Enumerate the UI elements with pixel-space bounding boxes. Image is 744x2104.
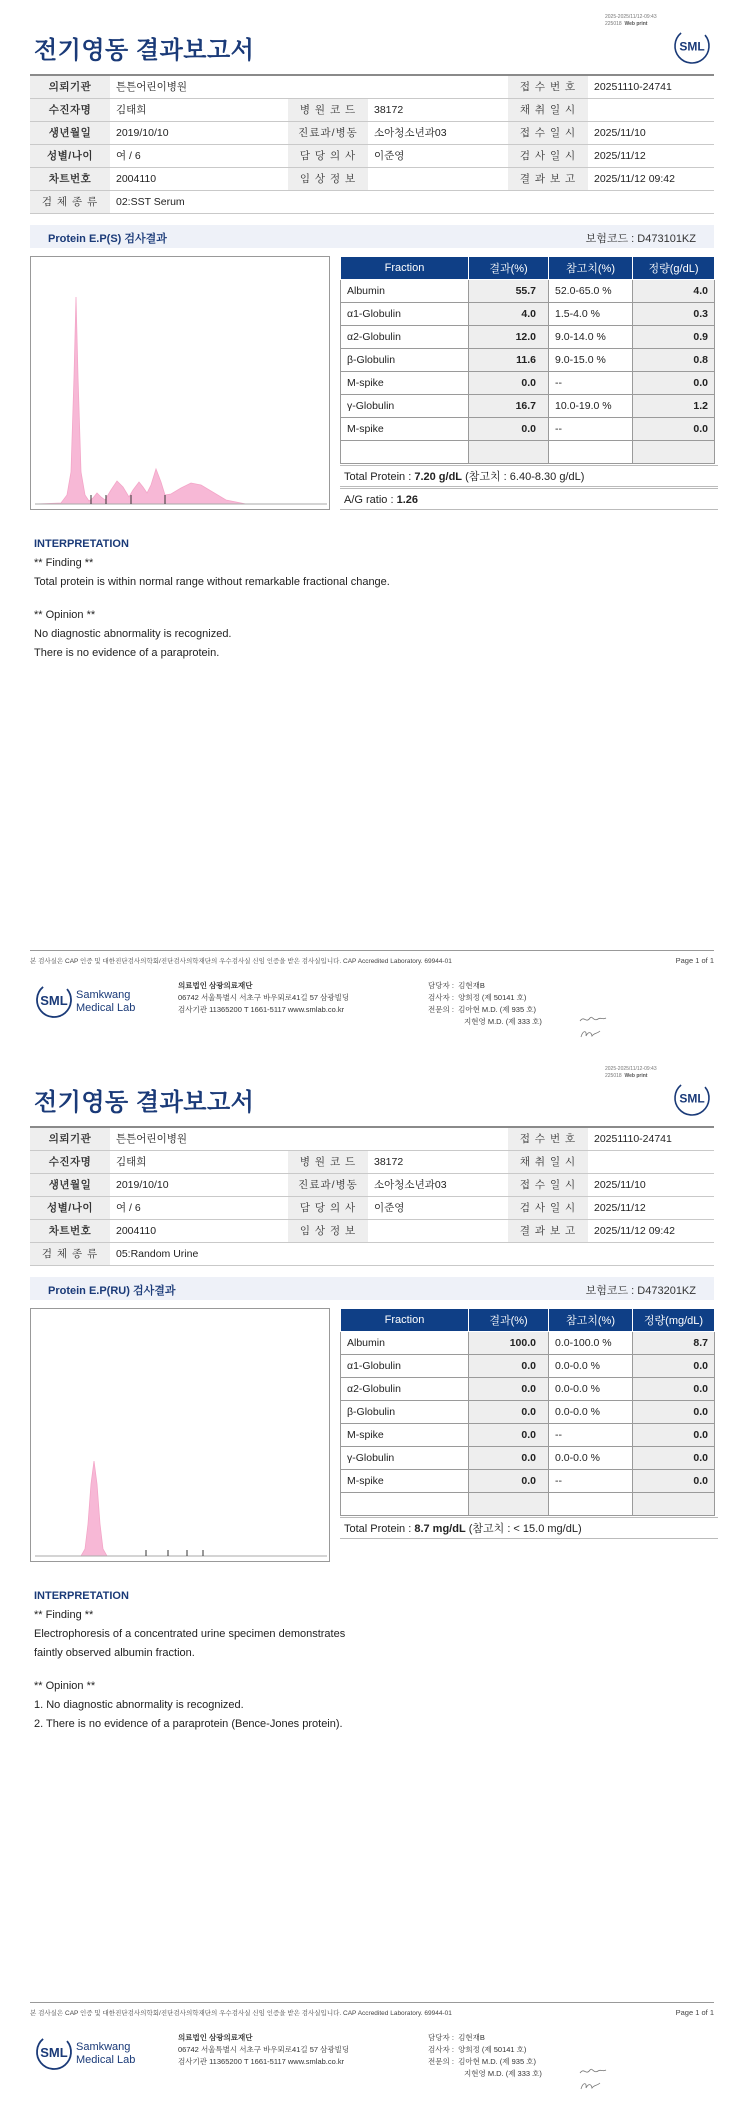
table-row: [341, 395, 715, 418]
signature-image: [578, 1027, 608, 1039]
result-col-header: 결과(%): [469, 1309, 549, 1332]
hospital-code-value: 38172: [368, 1150, 508, 1173]
fraction-result: 12.0: [469, 326, 549, 349]
info-row: [30, 1127, 714, 1150]
test-date-value: 2025/11/12: [588, 144, 714, 167]
collection-time-label: 채 취 일 시: [508, 1150, 588, 1173]
fraction-reference: 0.0-0.0 %: [549, 1378, 633, 1401]
electrophoresis-chart: [30, 256, 330, 510]
test-date-label: 검 사 일 시: [508, 1196, 588, 1219]
finding-heading: ** Finding **: [34, 557, 94, 569]
staff-row: [428, 1016, 542, 1028]
web-print-id: 225018: [605, 21, 622, 27]
specimen-type-label: 검 체 종 류: [30, 190, 110, 213]
staff-role: 담당자 :: [428, 2033, 454, 2042]
received-time-label: 접 수 일 시: [508, 121, 588, 144]
fraction-name: α2-Globulin: [341, 1378, 469, 1401]
section-title: Protein E.P(S) 검사결과: [48, 233, 167, 245]
fraction-result: 0.0: [469, 1470, 549, 1493]
sml-logo-icon: [672, 26, 712, 66]
insurance-code: 보험코드 : D473201KZ: [585, 1285, 696, 1297]
total-protein-value: 7.20 g/dL: [414, 471, 463, 483]
info-row: [30, 1150, 714, 1173]
result-col-header: 결과(%): [469, 257, 549, 280]
hospital-code-value: 38172: [368, 98, 508, 121]
protein-curve: [35, 1461, 327, 1556]
organization-address: 06742 서울특별시 서초구 바우뫼로41길 57 삼광빌딩: [178, 993, 350, 1002]
web-print-label: Web print: [624, 21, 648, 27]
info-row: [30, 98, 714, 121]
info-row: [30, 1196, 714, 1219]
department-value: 소아청소년과03: [368, 1173, 508, 1196]
fraction-reference: 0.0-0.0 %: [549, 1447, 633, 1470]
fraction-name: Albumin: [341, 1332, 469, 1355]
staff-name: 양희정 (제 50141 호): [458, 993, 527, 1002]
staff-name: 지현영 M.D. (제 333 호): [464, 1017, 542, 1026]
table-row: [341, 303, 715, 326]
staff-list: [428, 2032, 542, 2080]
fraction-result: 0.0: [469, 372, 549, 395]
interpretation-section: [34, 1587, 345, 1734]
staff-role: 담당자 :: [428, 981, 454, 990]
total-protein-reference: (참고치 : 6.40-8.30 g/dL): [462, 471, 585, 483]
staff-row: [428, 2056, 542, 2068]
specimen-type-value: 02:SST Serum: [110, 190, 714, 213]
staff-row: [428, 2032, 542, 2044]
physician-label: 담 당 의 사: [288, 144, 368, 167]
fraction-reference: --: [549, 1424, 633, 1447]
fraction-quantity: 0.3: [633, 303, 715, 326]
fraction-quantity: 0.0: [633, 1447, 715, 1470]
staff-name: 지현영 M.D. (제 333 호): [464, 2069, 542, 2078]
protein-curve: [35, 297, 327, 504]
chart-number-label: 차트번호: [30, 167, 110, 190]
staff-row: [428, 2068, 542, 2080]
total-protein-line: [340, 465, 718, 487]
referring-institution-label: 의뢰기관: [30, 75, 110, 98]
electrophoresis-chart: [30, 1308, 330, 1562]
staff-name: 김현재B: [458, 2033, 485, 2042]
fraction-reference: 9.0-14.0 %: [549, 326, 633, 349]
ag-ratio-value: 1.26: [396, 494, 418, 506]
clinical-info-value: [368, 167, 508, 190]
fraction-name: Albumin: [341, 280, 469, 303]
table-row: [341, 349, 715, 372]
organization-name: 의료법인 삼광의료재단: [178, 2033, 253, 2042]
report-page-urine: [0, 1052, 744, 2104]
result-section-header: [30, 1277, 714, 1300]
fraction-quantity: 1.2: [633, 395, 715, 418]
web-print-date: 2025-2025/11/12-09:43: [605, 14, 657, 20]
table-row: [341, 1378, 715, 1401]
received-time-value: 2025/11/10: [588, 1173, 714, 1196]
samkwang-logo-icon: [34, 978, 154, 1022]
staff-name: 김아현 M.D. (제 935 호): [458, 1005, 536, 1014]
fraction-reference: 52.0-65.0 %: [549, 280, 633, 303]
accession-number-label: 접 수 번 호: [508, 75, 588, 98]
test-date-value: 2025/11/12: [588, 1196, 714, 1219]
accreditation-note: 본 검사실은 CAP 인증 및 대한진단검사의학회/진단검사의학재단의 우수검사실 신임 인증을 받은 검사실입니다. CAP Accredited Laboratory. 69944-01: [30, 958, 452, 965]
fraction-quantity: 0.0: [633, 1470, 715, 1493]
total-protein-value: 8.7 mg/dL: [414, 1523, 466, 1535]
staff-row: [428, 1004, 542, 1016]
organization-contact: 검사기관 11365200 T 1661-5117 www.smlab.co.kr: [178, 1005, 345, 1014]
opinion-heading: ** Opinion **: [34, 1680, 96, 1692]
fraction-quantity: 0.0: [633, 1424, 715, 1447]
organization-info: [178, 980, 349, 1016]
sex-age-label: 성별/나이: [30, 144, 110, 167]
samkwang-logo-mark: SML: [40, 2045, 68, 2060]
staff-name: 김현재B: [458, 981, 485, 990]
web-print-id: 225018: [605, 1073, 622, 1079]
table-row: [341, 1401, 715, 1424]
fraction-result: 11.6: [469, 349, 549, 372]
opinion-heading: ** Opinion **: [34, 609, 96, 621]
info-row: [30, 167, 714, 190]
fraction-header-row: [341, 257, 715, 280]
insurance-code: 보험코드 : D473101KZ: [585, 233, 696, 245]
samkwang-logo-icon: [34, 2030, 154, 2074]
fraction-quantity: 0.0: [633, 1355, 715, 1378]
reference-col-header: 참고치(%): [549, 1309, 633, 1332]
web-print-label: Web print: [624, 1073, 648, 1079]
fraction-name: α1-Globulin: [341, 1355, 469, 1378]
physician-value: 이준영: [368, 144, 508, 167]
accreditation-note: 본 검사실은 CAP 인증 및 대한진단검사의학회/진단검사의학재단의 우수검사실 신임 인증을 받은 검사실입니다. CAP Accredited Laboratory. 69944-01: [30, 2010, 452, 2017]
accession-number-label: 접 수 번 호: [508, 1127, 588, 1150]
fraction-reference: 0.0-100.0 %: [549, 1332, 633, 1355]
fraction-result: 0.0: [469, 1378, 549, 1401]
interpretation-section: [34, 535, 390, 663]
interpretation-heading: INTERPRETATION: [34, 1590, 129, 1602]
collection-time-value: [588, 98, 714, 121]
fraction-name: β-Globulin: [341, 349, 469, 372]
info-row: [30, 190, 714, 213]
accession-number-value: 20251110-24741: [588, 1127, 714, 1150]
fraction-col-header: Fraction: [341, 1309, 469, 1332]
total-protein-label: Total Protein :: [344, 1523, 415, 1535]
fraction-name: α1-Globulin: [341, 303, 469, 326]
total-protein-line: [340, 1517, 718, 1539]
hospital-code-label: 병 원 코 드: [288, 98, 368, 121]
fraction-quantity: 8.7: [633, 1332, 715, 1355]
signature-image: [578, 2079, 608, 2091]
sex-age-value: 여 / 6: [110, 1196, 288, 1219]
fraction-name: γ-Globulin: [341, 395, 469, 418]
fraction-result: 0.0: [469, 1447, 549, 1470]
samkwang-logo-mark: SML: [40, 993, 68, 1008]
birth-date-value: 2019/10/10: [110, 121, 288, 144]
table-row: [341, 1332, 715, 1355]
patient-name-label: 수진자명: [30, 98, 110, 121]
sex-age-value: 여 / 6: [110, 144, 288, 167]
finding-text: Electrophoresis of a concentrated urine specimen demonstrates: [34, 1628, 346, 1640]
total-protein-label: Total Protein :: [344, 471, 415, 483]
physician-value: 이준영: [368, 1196, 508, 1219]
footer-divider: [30, 2002, 714, 2003]
samkwang-logo-name: Samkwang: [76, 989, 131, 1001]
info-row: [30, 144, 714, 167]
fraction-reference: 0.0-0.0 %: [549, 1401, 633, 1424]
fraction-reference: --: [549, 418, 633, 441]
info-row: [30, 1173, 714, 1196]
fraction-name: α2-Globulin: [341, 326, 469, 349]
total-protein-reference: (참고치 : < 15.0 mg/dL): [465, 1523, 582, 1535]
opinion-text: 1. No diagnostic abnormality is recognized.: [34, 1699, 244, 1711]
patient-info-table: [30, 74, 714, 214]
signature-image: [578, 1013, 608, 1025]
referring-institution-label: 의뢰기관: [30, 1127, 110, 1150]
finding-text: faintly observed albumin fraction.: [34, 1647, 195, 1659]
fraction-quantity: 0.8: [633, 349, 715, 372]
info-row: [30, 75, 714, 98]
table-row-empty: [341, 441, 715, 464]
clinical-info-value: [368, 1219, 508, 1242]
fraction-header-row: [341, 1309, 715, 1332]
chart-number-value: 2004110: [110, 1219, 288, 1242]
birth-date-label: 생년월일: [30, 1173, 110, 1196]
department-label: 진료과/병동: [288, 121, 368, 144]
chart-number-value: 2004110: [110, 167, 288, 190]
specimen-type-label: 검 체 종 류: [30, 1242, 110, 1265]
staff-name: 김아현 M.D. (제 935 호): [458, 2057, 536, 2066]
fraction-name: γ-Globulin: [341, 1447, 469, 1470]
report-time-value: 2025/11/12 09:42: [588, 1219, 714, 1242]
reference-col-header: 참고치(%): [549, 257, 633, 280]
table-row: [341, 418, 715, 441]
patient-name-value: 김태희: [110, 98, 288, 121]
chart-number-label: 차트번호: [30, 1219, 110, 1242]
fraction-result: 4.0: [469, 303, 549, 326]
sml-logo-icon: [672, 1078, 712, 1118]
sml-logo-text: SML: [679, 1091, 705, 1106]
ag-ratio-label: A/G ratio :: [344, 494, 397, 506]
report-title: 전기영동 결과보고서: [34, 1089, 255, 1116]
electrophoresis-curve-svg: [31, 257, 329, 509]
table-row: [341, 326, 715, 349]
ag-ratio-line: [340, 488, 718, 510]
fraction-quantity: 0.9: [633, 326, 715, 349]
finding-text: Total protein is within normal range without remarkable fractional change.: [34, 576, 390, 588]
department-value: 소아청소년과03: [368, 121, 508, 144]
patient-name-value: 김태희: [110, 1150, 288, 1173]
clinical-info-label: 임 상 정 보: [288, 167, 368, 190]
accession-number-value: 20251110-24741: [588, 75, 714, 98]
info-row: [30, 1219, 714, 1242]
test-date-label: 검 사 일 시: [508, 144, 588, 167]
page-number: Page 1 of 1: [675, 956, 714, 965]
organization-address: 06742 서울특별시 서초구 바우뫼로41길 57 삼광빌딩: [178, 2045, 350, 2054]
physician-label: 담 당 의 사: [288, 1196, 368, 1219]
web-print-stamp: [605, 14, 657, 28]
fraction-result: 0.0: [469, 1401, 549, 1424]
staff-role: 검사자 :: [428, 2045, 454, 2054]
sml-logo-text: SML: [679, 39, 705, 54]
info-row: [30, 121, 714, 144]
fraction-result: 55.7: [469, 280, 549, 303]
samkwang-logo-subname: Medical Lab: [76, 2054, 136, 2066]
info-row: [30, 1242, 714, 1265]
table-row: [341, 1470, 715, 1493]
staff-role: 전문의 :: [428, 1005, 454, 1014]
table-row: [341, 1447, 715, 1470]
fraction-quantity: 0.0: [633, 1401, 715, 1424]
fraction-reference: --: [549, 1470, 633, 1493]
department-label: 진료과/병동: [288, 1173, 368, 1196]
fraction-result: 0.0: [469, 1355, 549, 1378]
quantity-col-header: 정량(g/dL): [633, 257, 715, 280]
specimen-type-value: 05:Random Urine: [110, 1242, 714, 1265]
referring-institution-value: 튼튼어린이병원: [110, 1127, 508, 1150]
hospital-code-label: 병 원 코 드: [288, 1150, 368, 1173]
birth-date-value: 2019/10/10: [110, 1173, 288, 1196]
web-print-date: 2025-2025/11/12-09:43: [605, 1066, 657, 1072]
referring-institution-value: 튼튼어린이병원: [110, 75, 508, 98]
fraction-quantity: 0.0: [633, 1378, 715, 1401]
fraction-result: 0.0: [469, 1424, 549, 1447]
fraction-quantity: 4.0: [633, 280, 715, 303]
collection-time-value: [588, 1150, 714, 1173]
fraction-reference: 10.0-19.0 %: [549, 395, 633, 418]
samkwang-logo-name: Samkwang: [76, 2041, 131, 2053]
received-time-value: 2025/11/10: [588, 121, 714, 144]
table-row: [341, 1424, 715, 1447]
footer-divider: [30, 950, 714, 951]
organization-name: 의료법인 삼광의료재단: [178, 981, 253, 990]
web-print-stamp: [605, 1066, 657, 1080]
clinical-info-label: 임 상 정 보: [288, 1219, 368, 1242]
staff-row: [428, 992, 542, 1004]
section-title: Protein E.P(RU) 검사결과: [48, 1285, 176, 1297]
organization-info: [178, 2032, 349, 2068]
fraction-table: [340, 256, 715, 464]
sex-age-label: 성별/나이: [30, 1196, 110, 1219]
fraction-name: M-spike: [341, 1424, 469, 1447]
fraction-reference: 9.0-15.0 %: [549, 349, 633, 372]
patient-name-label: 수진자명: [30, 1150, 110, 1173]
finding-heading: ** Finding **: [34, 1609, 94, 1621]
patient-info-table: [30, 1126, 714, 1266]
opinion-text: 2. There is no evidence of a paraprotein (Bence-Jones protein).: [34, 1718, 343, 1730]
report-time-label: 결 과 보 고: [508, 167, 588, 190]
table-row-empty: [341, 1493, 715, 1516]
staff-row: [428, 980, 542, 992]
fraction-name: M-spike: [341, 418, 469, 441]
staff-row: [428, 2044, 542, 2056]
page-number: Page 1 of 1: [675, 2008, 714, 2017]
staff-list: [428, 980, 542, 1028]
fraction-table: [340, 1308, 715, 1516]
report-time-value: 2025/11/12 09:42: [588, 167, 714, 190]
samkwang-logo-subname: Medical Lab: [76, 1002, 136, 1014]
fraction-result: 100.0: [469, 1332, 549, 1355]
fraction-name: β-Globulin: [341, 1401, 469, 1424]
fraction-quantity: 0.0: [633, 372, 715, 395]
report-title: 전기영동 결과보고서: [34, 37, 255, 64]
organization-contact: 검사기관 11365200 T 1661-5117 www.smlab.co.kr: [178, 2057, 345, 2066]
interpretation-heading: INTERPRETATION: [34, 538, 129, 550]
fraction-name: M-spike: [341, 1470, 469, 1493]
fraction-result: 0.0: [469, 418, 549, 441]
fraction-reference: 1.5-4.0 %: [549, 303, 633, 326]
table-row: [341, 372, 715, 395]
report-time-label: 결 과 보 고: [508, 1219, 588, 1242]
quantity-col-header: 정량(mg/dL): [633, 1309, 715, 1332]
result-section-header: [30, 225, 714, 248]
fraction-result: 16.7: [469, 395, 549, 418]
electrophoresis-curve-svg: [31, 1309, 329, 1561]
table-row: [341, 1355, 715, 1378]
staff-role: 검사자 :: [428, 993, 454, 1002]
fraction-reference: --: [549, 372, 633, 395]
signature-image: [578, 2065, 608, 2077]
staff-role: 전문의 :: [428, 2057, 454, 2066]
opinion-text: No diagnostic abnormality is recognized.: [34, 628, 232, 640]
fraction-col-header: Fraction: [341, 257, 469, 280]
fraction-quantity: 0.0: [633, 418, 715, 441]
birth-date-label: 생년월일: [30, 121, 110, 144]
staff-name: 양희정 (제 50141 호): [458, 2045, 527, 2054]
opinion-text: There is no evidence of a paraprotein.: [34, 647, 220, 659]
received-time-label: 접 수 일 시: [508, 1173, 588, 1196]
collection-time-label: 채 취 일 시: [508, 98, 588, 121]
table-row: [341, 280, 715, 303]
fraction-name: M-spike: [341, 372, 469, 395]
fraction-reference: 0.0-0.0 %: [549, 1355, 633, 1378]
